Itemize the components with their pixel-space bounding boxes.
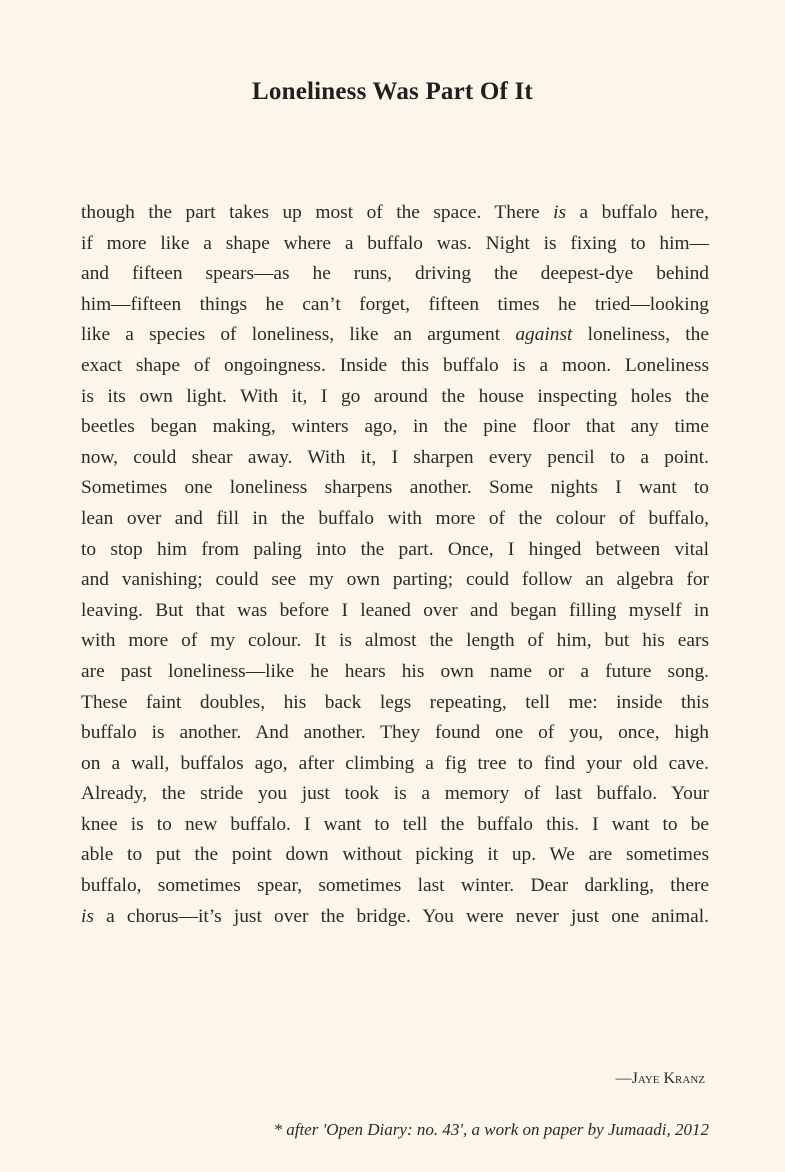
line-text: to stop him from paling into the part. Once, I hinged between vital (81, 538, 709, 560)
poem-line (81, 259, 709, 290)
poem-line (81, 504, 709, 535)
poem-line (81, 779, 709, 810)
poem-title: Loneliness Was Part Of It (252, 78, 533, 105)
line-text: though the part takes up most of the space. There (81, 202, 554, 223)
poem-line (81, 290, 709, 321)
line-text: buffalo is another. And another. They found one of you, once, high (81, 722, 709, 744)
poem-line (81, 473, 709, 504)
poem-line (81, 688, 709, 719)
line-text: loneliness, the (572, 324, 709, 346)
line-text: a chorus—it’s just over the bridge. You were never just one animal. (93, 905, 709, 927)
line-text: if more like a shape where a buffalo was. Night is fixing to him— (81, 232, 709, 254)
footnote: * after 'Open Diary: no. 43', a work on paper by Jumaadi, 2012 (273, 1120, 709, 1139)
line-text: is its own light. With it, I go around the house inspecting holes the (81, 385, 709, 407)
line-text: and vanishing; could see my own parting; could follow an algebra for (81, 569, 709, 591)
poem-line (81, 596, 709, 627)
poem-line (81, 229, 709, 260)
line-text: a buffalo here, (566, 202, 709, 223)
line-text: lean over and fill in the buffalo with more of the colour of buffalo, (81, 507, 709, 529)
italic-text: is (81, 905, 94, 927)
line-text: knee is to new buffalo. I want to tell the buffalo this. I want to be (81, 813, 709, 835)
line-text: him—fifteen things he can’t forget, fifteen times he tried—looking (81, 293, 709, 315)
poem-line (81, 871, 709, 902)
poem-line (81, 320, 709, 351)
author-signature: —Jaye Kranz (615, 1070, 705, 1087)
line-text: now, could shear away. With it, I sharpen every pencil to a point. (81, 446, 709, 468)
italic-text: against (515, 324, 573, 346)
line-text: beetles began making, winters ago, in the pine floor that any time (81, 416, 709, 438)
line-text: on a wall, buffalos ago, after climbing a fig tree to find your old cave. (81, 752, 709, 774)
poem-line (81, 535, 709, 566)
poem-line (81, 718, 709, 749)
poem-body (81, 198, 709, 932)
poem-line (81, 198, 709, 229)
poem-line (81, 626, 709, 657)
poem-line (81, 351, 709, 382)
italic-text: is (553, 202, 567, 223)
poem-line (81, 565, 709, 596)
poem-line (81, 810, 709, 841)
line-text: Sometimes one loneliness sharpens another. Some nights I want to (81, 477, 709, 499)
poem-line (81, 840, 709, 871)
line-text: are past loneliness—like he hears his own name or a future song. (81, 660, 709, 682)
line-text: leaving. But that was before I leaned over and began filling myself in (81, 599, 709, 621)
line-text: Already, the stride you just took is a memory of last buffalo. Your (81, 783, 709, 805)
poem-line (81, 902, 709, 933)
poem-line (81, 412, 709, 443)
poem-line (81, 657, 709, 688)
line-text: like a species of loneliness, like an argument (81, 324, 516, 346)
line-text: with more of my colour. It is almost the length of him, but his ears (81, 630, 709, 652)
poem-line (81, 382, 709, 413)
poem-line (81, 749, 709, 780)
line-text: These faint doubles, his back legs repeating, tell me: inside this (81, 691, 709, 713)
line-text: exact shape of ongoingness. Inside this buffalo is a moon. Loneliness (81, 354, 709, 376)
line-text: buffalo, sometimes spear, sometimes last winter. Dear darkling, there (81, 875, 709, 897)
poem-line (81, 443, 709, 474)
line-text: able to put the point down without picking it up. We are sometimes (81, 844, 709, 866)
line-text: and fifteen spears—as he runs, driving the deepest-dye behind (81, 263, 709, 285)
